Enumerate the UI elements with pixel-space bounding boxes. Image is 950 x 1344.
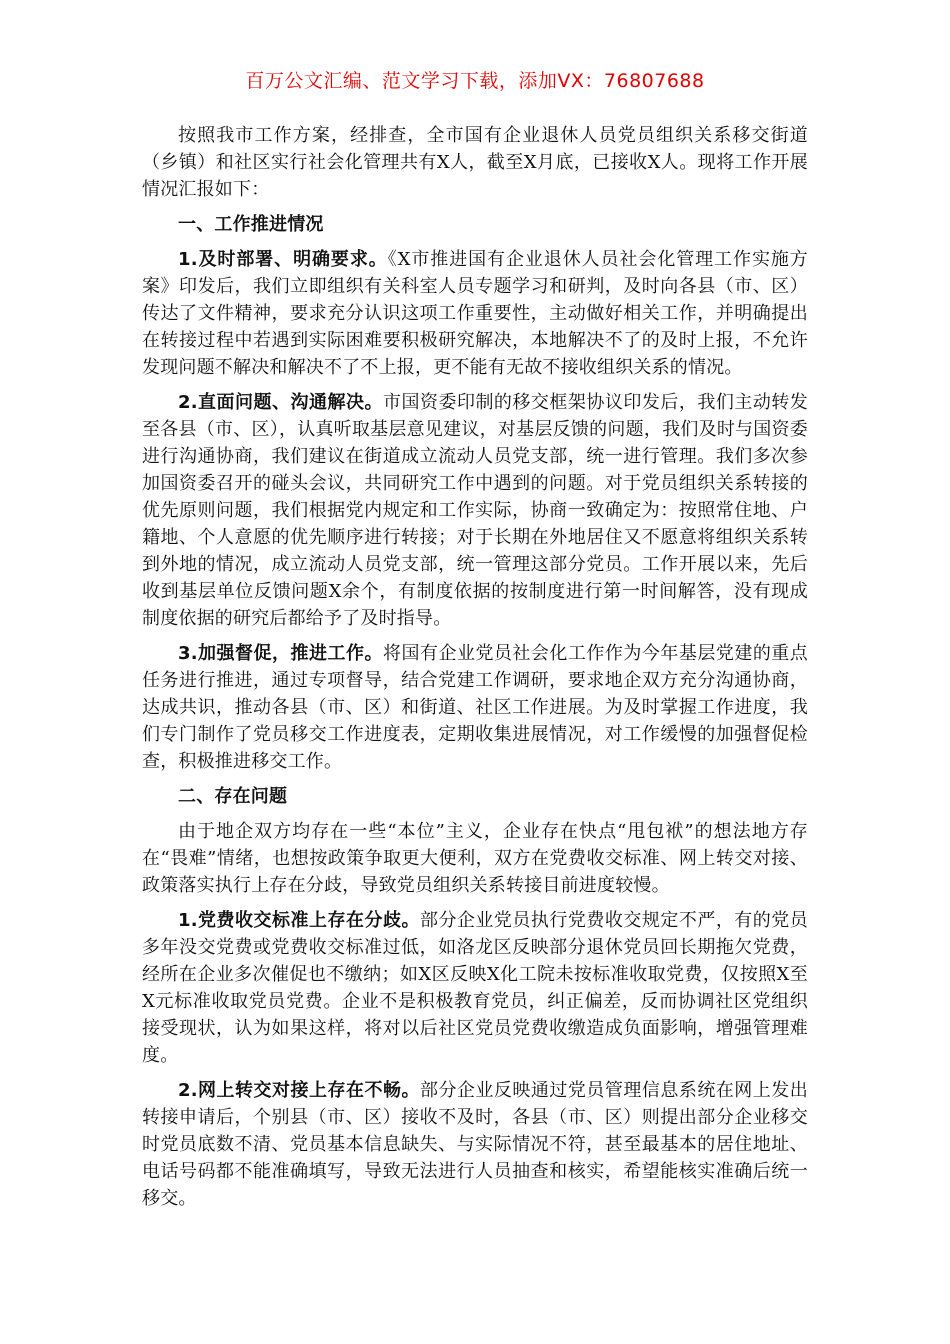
progress-item-3 [142,640,808,775]
problem-item-1-text: 部分企业党员执行党费收交规定不严，有的党员多年没交党费或党费收交标准过低，如洛龙区反映部分退休党员回长期拖欠党费，经所在企业多次催促也不缴纳；如X区反映X化工院未按标准收取党费，仅按照X至X元标准收取党员党费。企业不是积极教育党员，纠正偏差，反而协调社区党组织接受现状，认为如果这样，将对以后社区党员党费收缴造成负面影响，增强管理难度。 [142,910,808,1066]
progress-item-1-lead: 1.及时部署、明确要求。 [178,249,388,270]
problem-item-2-text: 部分企业反映通过党员管理信息系统在网上发出转接申请后，个别县（市、区）接收不及时，各县（市、区）则提出部分企业移交时党员底数不清、党员基本信息缺失、与实际情况不符，甚至最基本的居住地址、电话号码都不能准确填写，导致无法进行人员抽查和核实，希望能核实准确后统一移交。 [142,1080,808,1209]
document-body [142,122,808,1220]
problem-item-2-lead: 2.网上转交对接上存在不畅。 [178,1080,420,1101]
progress-item-3-lead: 3.加强督促，推进工作。 [178,643,383,664]
progress-item-1 [142,246,808,381]
download-banner: 百万公文汇编、范文学习下载，添加VX：76807688 [245,70,705,92]
problem-item-1-lead: 1.党费收交标准上存在分歧。 [178,910,420,931]
progress-item-3-text: 将国有企业党员社会化工作作为今年基层党建的重点任务进行推进，通过专项督导，结合党建工作调研，要求地企双方充分沟通协商，达成共识，推动各县（市、区）和街道、社区工作进展。为及时掌握工作进度，我们专门制作了党员移交工作进度表，定期收集进展情况，对工作缓慢的加强督促检查，积极推进移交工作。 [142,643,808,772]
progress-item-2-text: 市国资委印制的移交框架协议印发后，我们主动转发至各县（市、区），认真听取基层意见建议，对基层反馈的问题，我们及时与国资委进行沟通协商，我们建议在街道成立流动人员党支部，统一进行管理。我们多次参加国资委召开的碰头会议，共同研究工作中遇到的问题。对于党员组织关系转接的优先原则问题，我们根据党内规定和工作实际，协商一致确定为：按照常住地、户籍地、个人意愿的优先顺序进行转接；对于长期在外地居住又不愿意将组织关系转到外地的情况，成立流动人员党支部，统一管理这部分党员。工作开展以来，先后收到基层单位反馈问题X余个，有制度依据的按制度进行第一时间解答，没有现成制度依据的研究后都给予了及时指导。 [142,392,808,629]
progress-item-2 [142,389,808,632]
problems-intro: 由于地企双方均存在一些“本位”主义，企业存在快点“甩包袱”的想法地方存在“畏难”情绪，也想按政策争取更大便利，双方在党费收交标准、网上转交对接、政策落实执行上存在分歧，导致党员组织关系转接目前进度较慢。 [142,821,808,896]
section-heading-problems: 二、存在问题 [178,786,288,807]
section-heading-progress: 一、工作推进情况 [178,214,324,235]
progress-item-1-text: 《X市推进国有企业退休人员社会化管理工作实施方案》印发后，我们立即组织有关科室人员专题学习和研判，及时向各县（市、区）传达了文件精神，要求充分认识这项工作重要性，主动做好相关工作，并明确提出在转接过程中若遇到实际困难要积极研究解决，本地解决不了的及时上报，不允许发现问题不解决和解决不了不上报，更不能有无故不接收组织关系的情况。 [142,249,808,378]
progress-item-2-lead: 2.直面问题、沟通解决。 [178,392,383,413]
problem-item-1 [142,907,808,1069]
problem-item-2 [142,1077,808,1212]
intro-paragraph: 按照我市工作方案，经排查，全市国有企业退休人员党员组织关系移交街道（乡镇）和社区实行社会化管理共有X人，截至X月底，已接收X人。现将工作开展情况汇报如下： [142,125,808,200]
